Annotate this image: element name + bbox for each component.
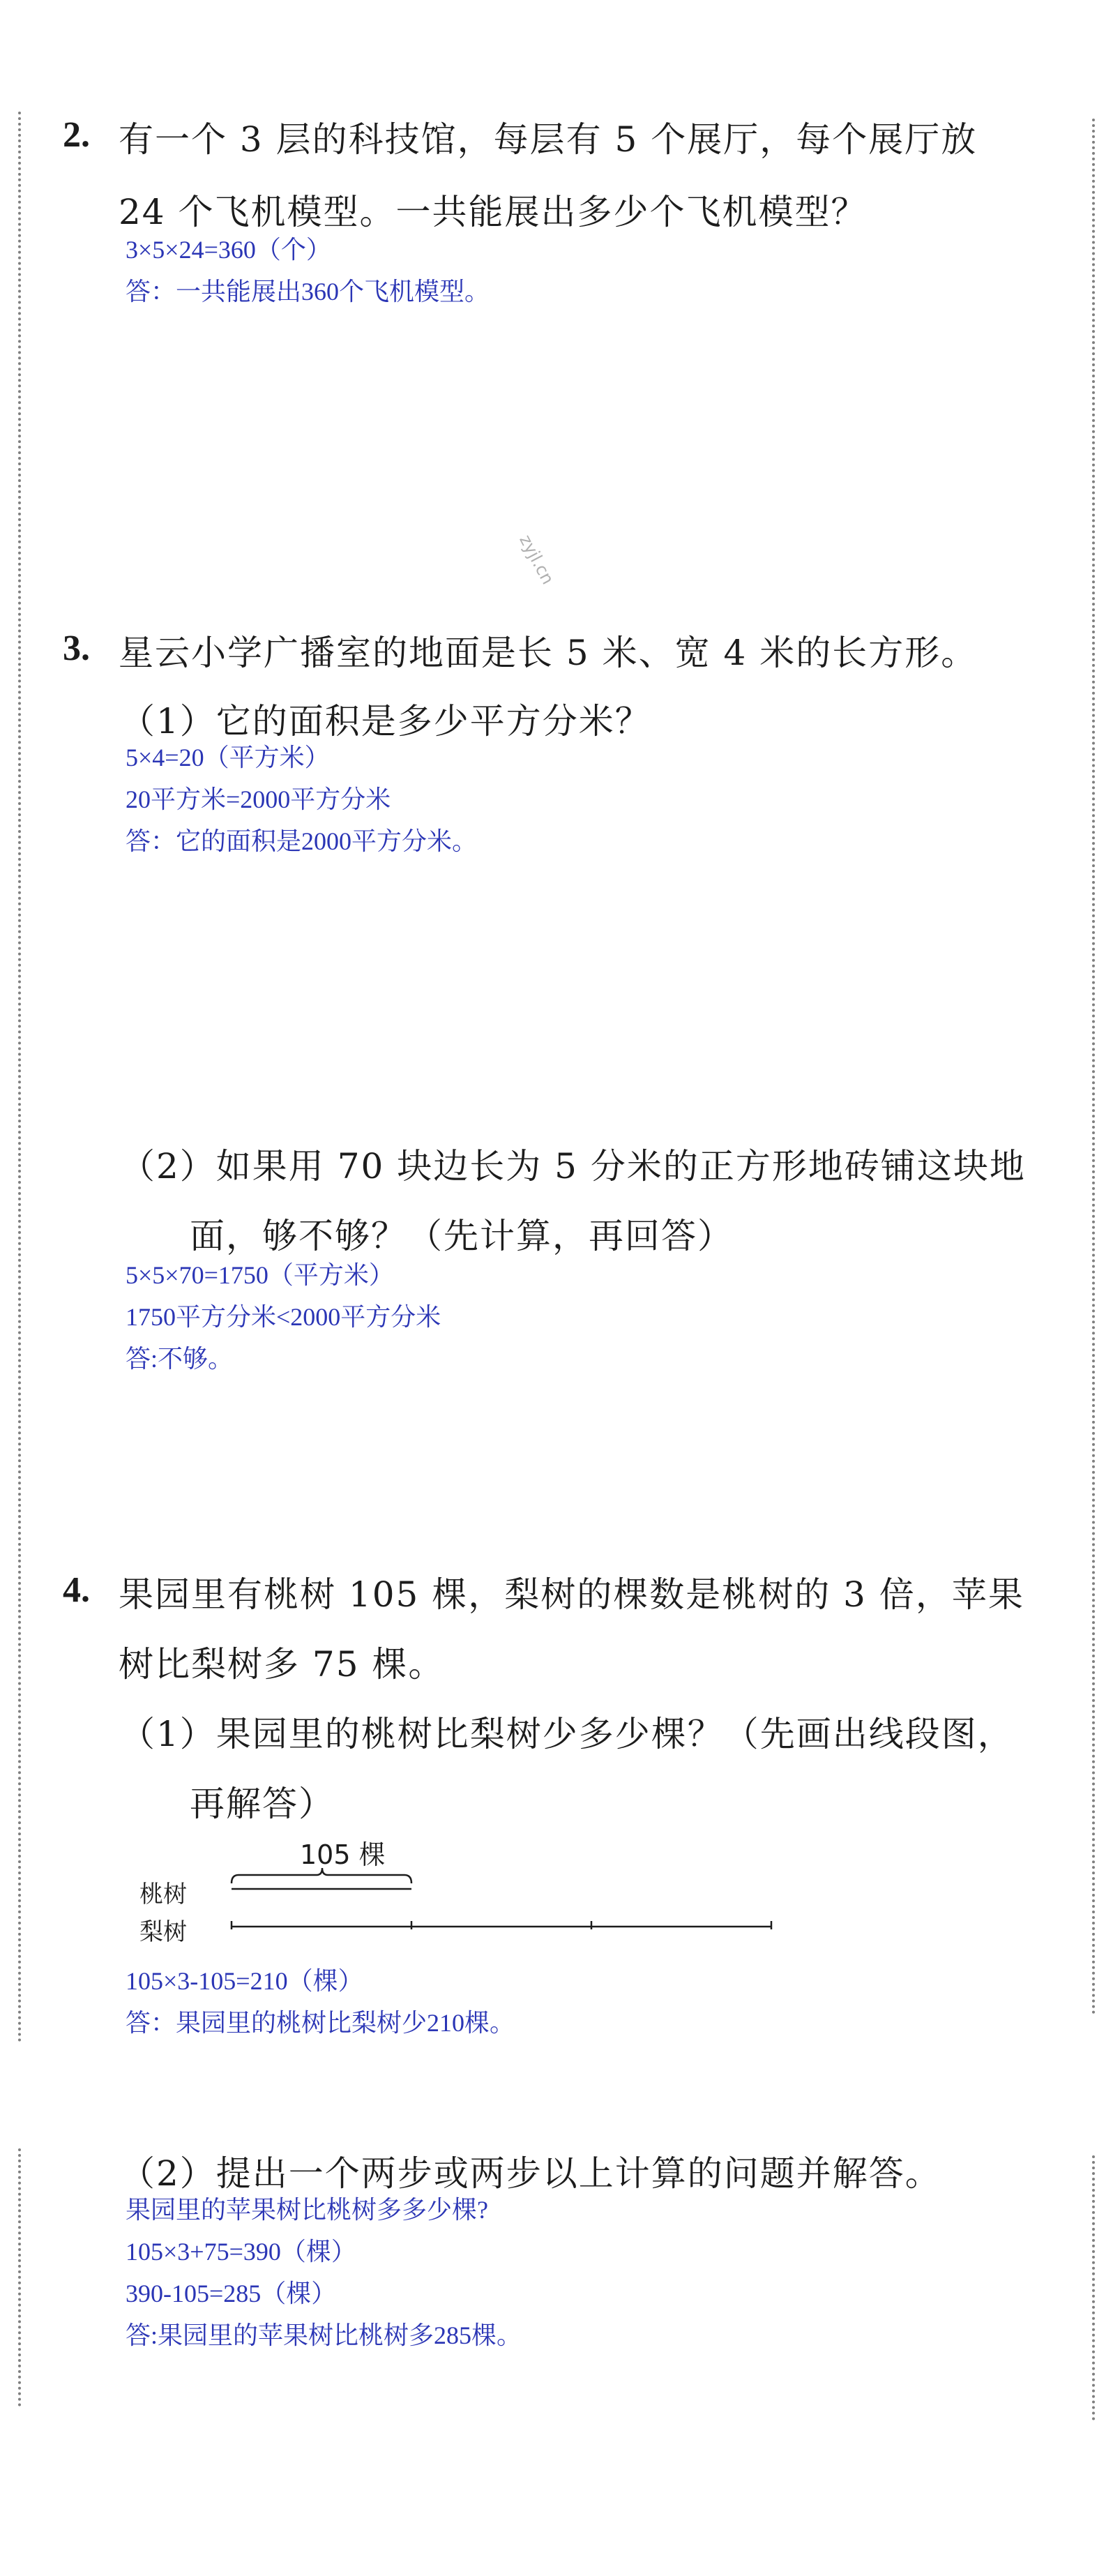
answer-line: 5×5×70=1750（平方米） bbox=[126, 1261, 394, 1289]
answer-line: 答：它的面积是2000平方分米。 bbox=[126, 827, 478, 855]
sub-question-text: 面，够不够？（先计算，再回答） bbox=[190, 1216, 734, 1256]
question-number: 2. bbox=[63, 115, 90, 155]
answer-line: 20平方米=2000平方分米 bbox=[126, 785, 391, 813]
answer-line: 5×4=20（平方米） bbox=[126, 744, 330, 771]
answer-line: 答：一共能展出360个飞机模型。 bbox=[126, 278, 490, 306]
answer-line: 105×3-105=210（棵） bbox=[126, 1967, 363, 1995]
left-dotted-border bbox=[18, 2148, 21, 2406]
sub-question-text: （1）它的面积是多少平方分米？ bbox=[120, 701, 651, 741]
watermark: zyjl.cn bbox=[515, 532, 558, 588]
right-dotted-border bbox=[1092, 2155, 1095, 2420]
segment-lines bbox=[230, 1862, 788, 1939]
sub-question-text: （2）如果用 70 块边长为 5 分米的正方形地砖铺这块地 bbox=[120, 1146, 1026, 1187]
sub-question-text: （1）果园里的桃树比梨树少多少棵？（先画出线段图， bbox=[120, 1714, 1014, 1754]
peach-tree-label: 桃树 bbox=[139, 1881, 187, 1908]
question-number: 4. bbox=[63, 1570, 90, 1610]
sub-question-text: （2）提出一个两步或两步以上计算的问题并解答。 bbox=[120, 2153, 941, 2194]
pear-tree-label: 梨树 bbox=[139, 1918, 187, 1946]
question-text: 果园里有桃树 105 棵，梨树的棵数是桃树的 3 倍，苹果 bbox=[119, 1574, 1024, 1615]
question-text: 24 个飞机模型。一共能展出多少个飞机模型？ bbox=[119, 192, 868, 232]
answer-line: 答:不够。 bbox=[126, 1345, 234, 1373]
brace-mark bbox=[232, 1868, 411, 1883]
question-text: 有一个 3 层的科技馆，每层有 5 个展厅，每个展厅放 bbox=[119, 119, 978, 160]
answer-line: 1750平方分米<2000平方分米 bbox=[126, 1303, 441, 1331]
right-dotted-border bbox=[1092, 119, 1095, 2016]
left-dotted-border bbox=[18, 112, 21, 2044]
question-text: 星云小学广播室的地面是长 5 米、宽 4 米的长方形。 bbox=[119, 633, 978, 673]
answer-line: 3×5×24=360（个） bbox=[126, 236, 331, 264]
answer-line: 果园里的苹果树比桃树多多少棵? bbox=[126, 2196, 488, 2224]
brace-label: 105 棵 bbox=[300, 1839, 386, 1870]
answer-line: 390-105=285（棵） bbox=[126, 2280, 337, 2307]
question-number: 3. bbox=[63, 628, 90, 668]
question-text: 树比梨树多 75 棵。 bbox=[119, 1644, 445, 1685]
answer-line: 答:果园里的苹果树比桃树多285棵。 bbox=[126, 2321, 522, 2349]
sub-question-text: 再解答） bbox=[190, 1784, 335, 1824]
answer-line: 105×3+75=390（棵） bbox=[126, 2238, 356, 2266]
answer-line: 答：果园里的桃树比梨树少210棵。 bbox=[126, 2009, 515, 2037]
